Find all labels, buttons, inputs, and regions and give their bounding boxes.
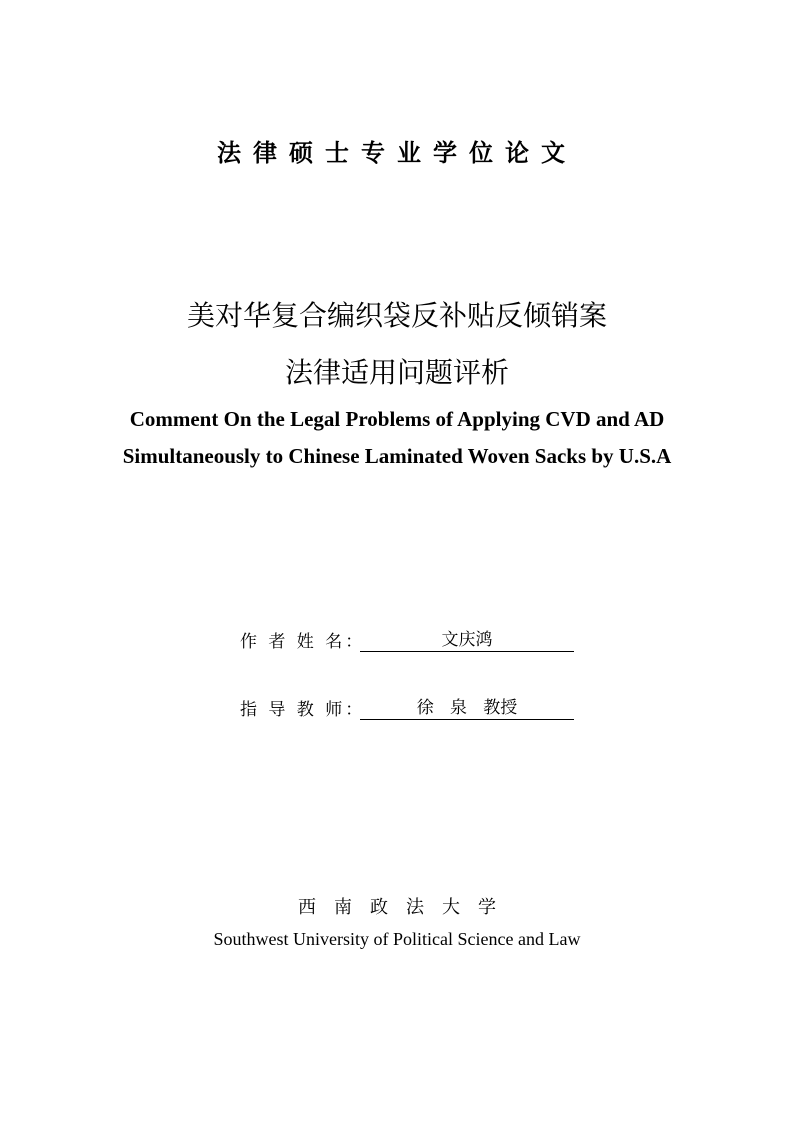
university-name-cn: 西南政法大学 [298, 897, 514, 918]
author-value: 文庆鸿 [360, 629, 574, 652]
university-name-en: Southwest University of Political Science and Law [213, 929, 581, 949]
author-row [240, 628, 574, 652]
advisor-value: 徐 泉 教授 [360, 697, 574, 720]
degree-type-heading: 法律硕士专业学位论文 [217, 139, 577, 167]
advisor-label: 指 导 教 师： [240, 700, 366, 720]
author-label: 作 者 姓 名： [240, 632, 366, 652]
thesis-title-cn-line1: 美对华复合编织袋反补贴反倾销案 [186, 299, 607, 332]
thesis-title-cn-line2: 法律适用问题评析 [284, 356, 509, 389]
advisor-row [240, 696, 574, 720]
thesis-title-en-line1: Comment On the Legal Problems of Applying CVD and AD [129, 407, 665, 431]
thesis-title-en-line2: Simultaneously to Chinese Laminated Woven Sacks by U.S.A [122, 444, 672, 468]
